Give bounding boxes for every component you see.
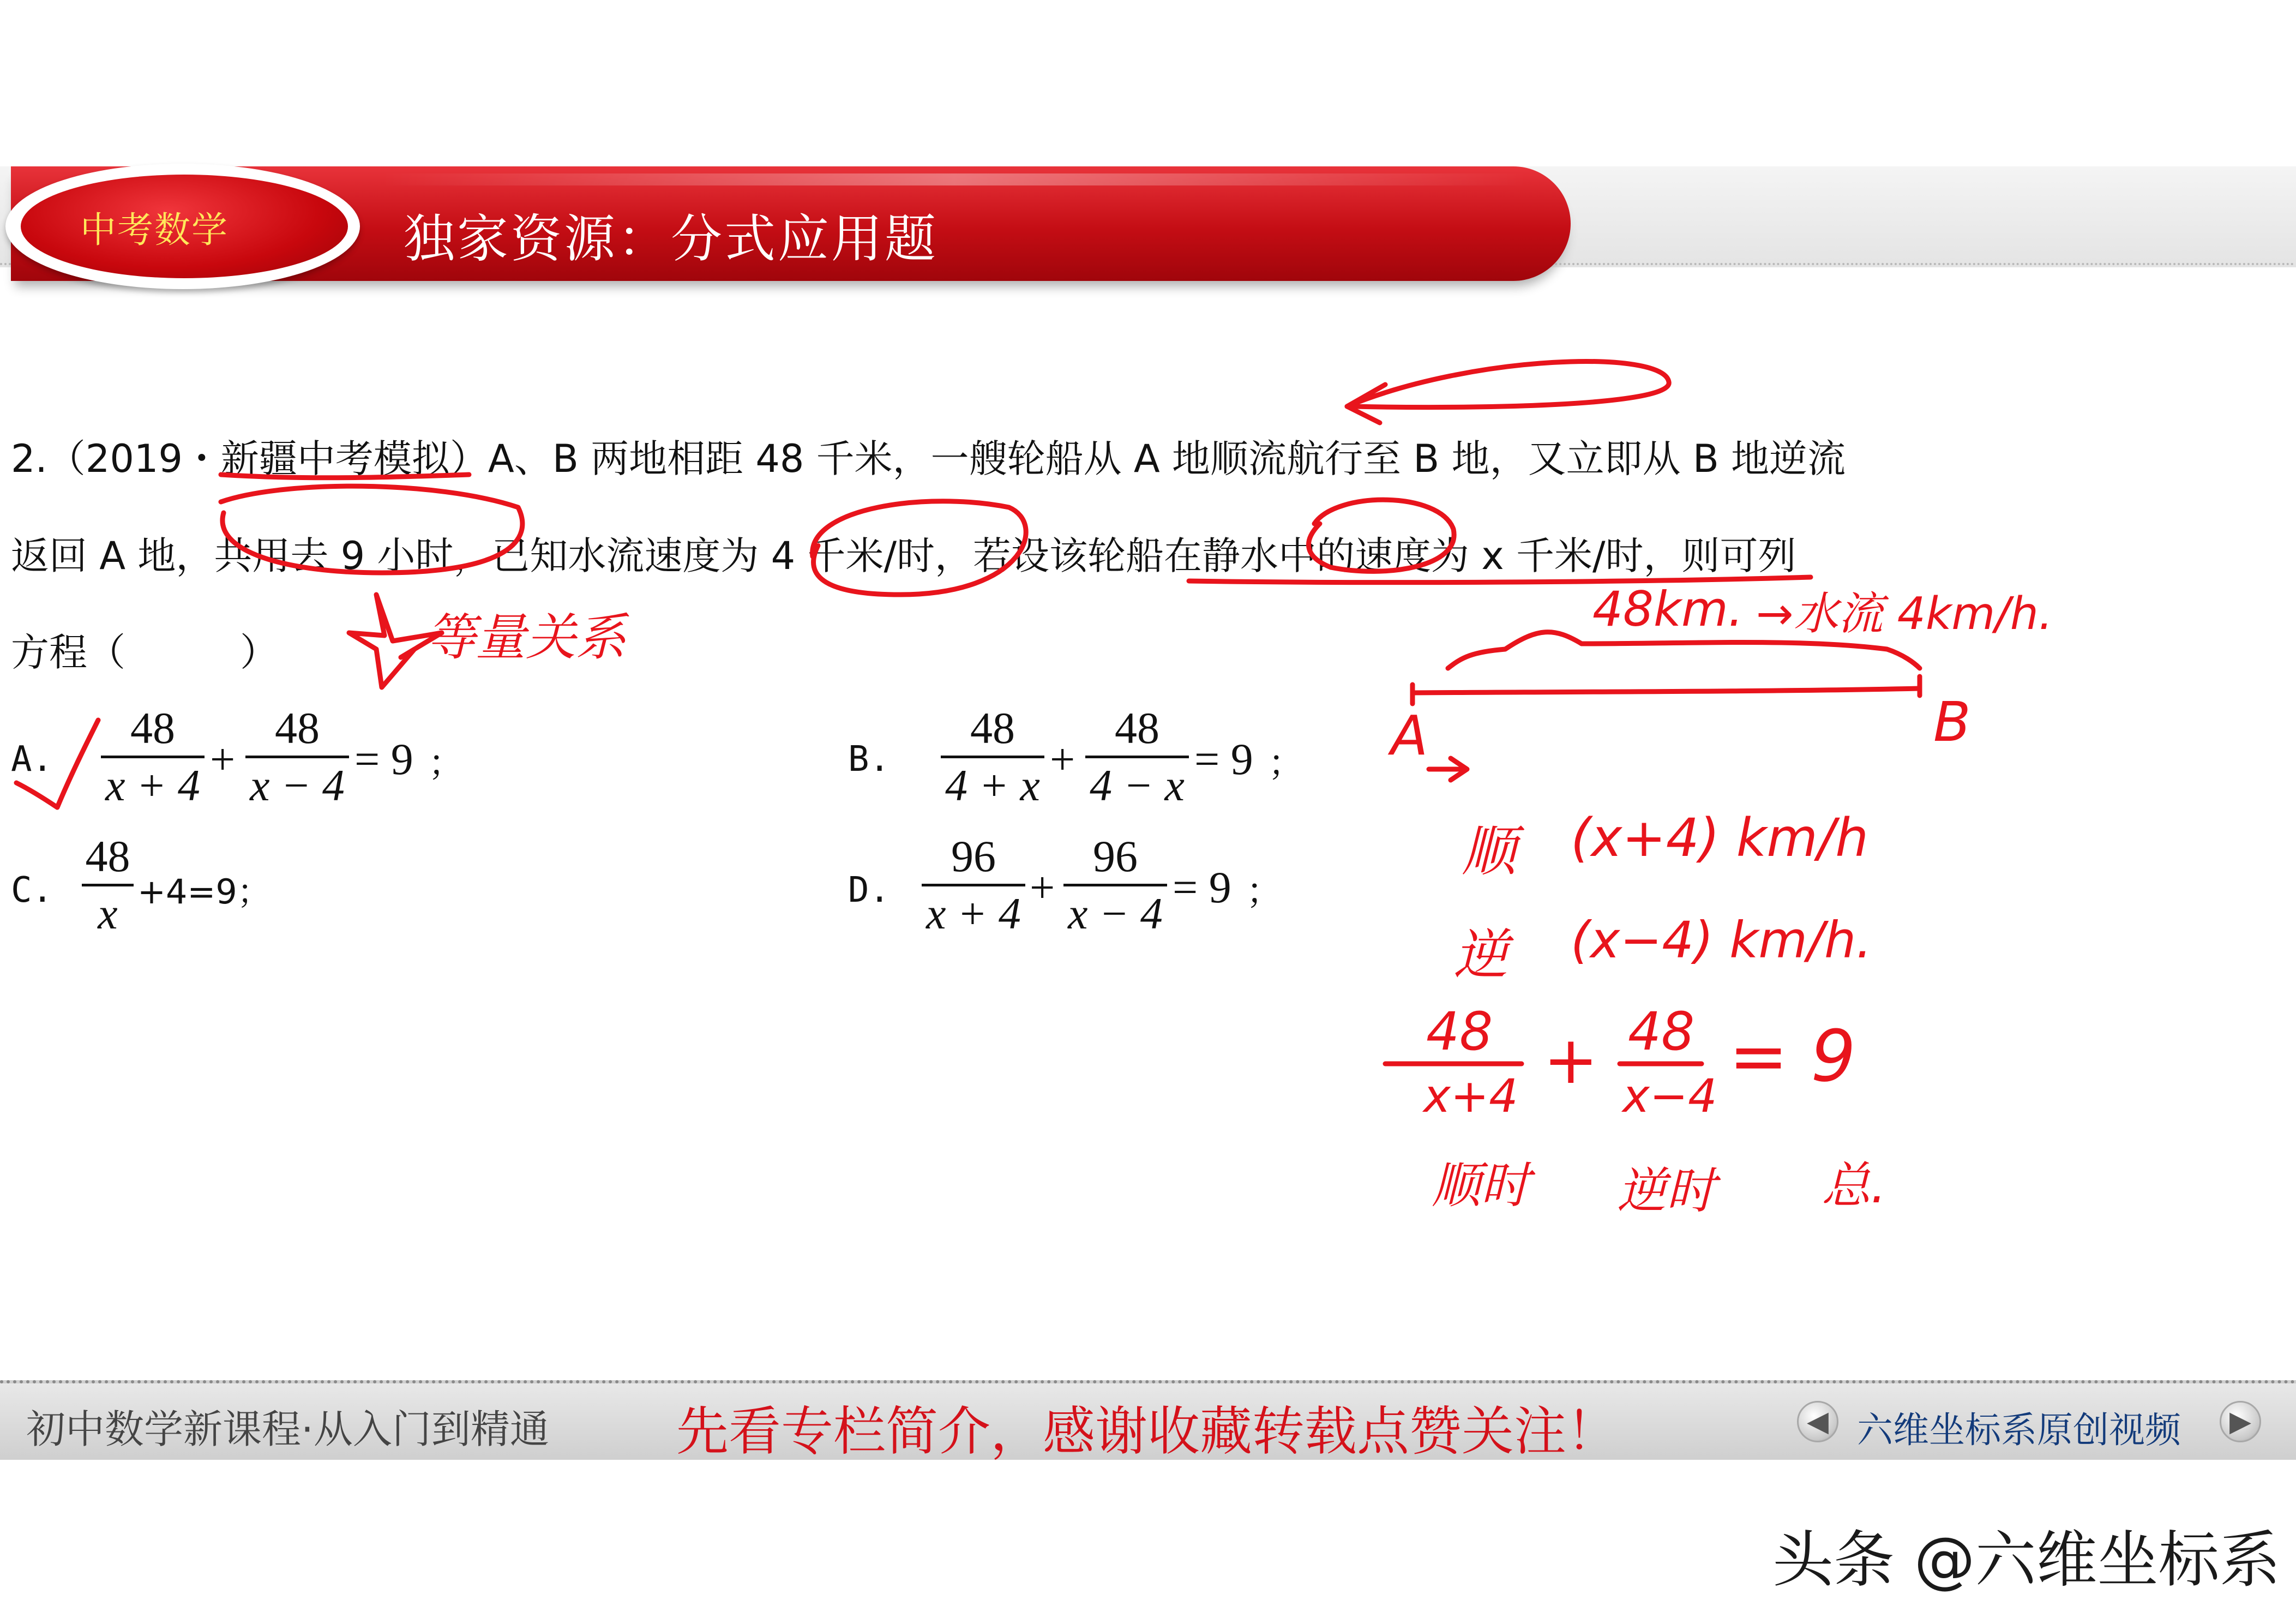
course-name: 初中数学新课程·从入门到精通 xyxy=(26,1406,549,1452)
option-b-end: ； xyxy=(1268,742,1304,784)
option-a-num-1: 48 xyxy=(130,703,175,753)
option-d-num-2: 96 xyxy=(1093,831,1138,881)
label-upstream-time: 逆时 xyxy=(1617,1162,1715,1220)
note-current: →水流 4km/h. xyxy=(1756,588,2053,640)
upstream-speed: (x−4) km/h. xyxy=(1571,911,1872,969)
badge-label: 中考数学 xyxy=(80,208,229,251)
prev-arrow-icon[interactable]: ◀ xyxy=(1797,1401,1838,1442)
follow-banner: 先看专栏简介，感谢收藏转载点赞关注！ xyxy=(676,1401,1619,1462)
option-b-den-2: 4 − x xyxy=(1090,760,1185,810)
downstream-arrow xyxy=(1429,758,1467,780)
option-d-rhs: = 9 xyxy=(1173,862,1231,912)
subject-badge xyxy=(21,175,348,278)
option-b-num-2: 48 xyxy=(1115,703,1159,753)
problem-line-1: 2.（2019・新疆中考模拟）A、B 两地相距 48 千米，一艘轮船从 A 地顺流航行至 B 地，又立即从 B 地逆流 xyxy=(11,436,1846,481)
option-d-den-1: x + 4 xyxy=(926,889,1021,938)
option-a-letter: A. xyxy=(11,739,53,780)
option-a-plus: + xyxy=(210,734,236,784)
option-b-plus: + xyxy=(1050,734,1075,784)
ribbon-highlight xyxy=(382,173,1527,185)
return-arrow-head xyxy=(1347,385,1385,423)
option-c-den: x xyxy=(98,889,118,938)
eq-den-1: x+4 xyxy=(1423,1069,1518,1123)
eq-plus: + xyxy=(1543,1023,1598,1099)
option-a-end: ； xyxy=(428,742,464,784)
option-a-fraction-2 xyxy=(245,701,349,813)
note-equal-relation: 等量关系 xyxy=(425,608,627,667)
label-upstream: 逆 xyxy=(1453,923,1508,987)
option-a-den-1: x + 4 xyxy=(105,760,200,810)
option-c-letter: C. xyxy=(11,870,53,910)
option-d-num-1: 96 xyxy=(951,831,996,881)
option-d-den-2: x − 4 xyxy=(1068,889,1163,938)
option-b-fraction-2 xyxy=(1085,701,1189,813)
option-a-rhs: = 9 xyxy=(354,734,413,784)
next-arrow-icon[interactable]: ▶ xyxy=(2220,1401,2261,1442)
option-a-den-2: x − 4 xyxy=(250,760,345,810)
option-d-plus: + xyxy=(1030,862,1055,912)
downstream-speed: (x+4) km/h xyxy=(1571,807,1869,868)
option-a-fraction-1 xyxy=(101,701,205,813)
watermark: 头条 @六维坐标系 xyxy=(1772,1525,2281,1596)
return-arrow-stroke xyxy=(1347,362,1669,408)
option-a-num-2: 48 xyxy=(275,703,320,753)
eq-num-1: 48 xyxy=(1426,1001,1493,1062)
option-b-fraction-1 xyxy=(941,701,1044,813)
note-distance: 48km. xyxy=(1592,581,1744,637)
channel-label[interactable]: 六维坐标系原创视频 xyxy=(1857,1409,2181,1451)
label-total: 总. xyxy=(1822,1157,1886,1214)
eq-den-2: x−4 xyxy=(1622,1069,1717,1123)
option-b-den-1: 4 + x xyxy=(945,760,1040,810)
segment-ab xyxy=(1413,688,1920,693)
eq-num-2: 48 xyxy=(1628,1001,1695,1062)
option-b-letter: B. xyxy=(848,739,891,780)
option-c-num: 48 xyxy=(85,831,130,881)
option-d-letter: D. xyxy=(848,870,891,910)
option-c-fraction xyxy=(82,829,134,941)
option-d-end: ； xyxy=(1246,870,1282,912)
label-b: B xyxy=(1933,690,1971,754)
eq-rhs: = 9 xyxy=(1729,1015,1856,1098)
problem-line-2: 返回 A 地，共用去 9 小时，已知水流速度为 4 千米/时，若设该轮船在静水中的速度为 x 千米/时，则可列 xyxy=(11,534,1796,578)
option-c-rest: +4=9； xyxy=(137,872,271,912)
option-b-rhs: = 9 xyxy=(1194,734,1253,784)
label-downstream-time: 顺时 xyxy=(1432,1157,1530,1214)
option-d-fraction-1 xyxy=(922,829,1025,941)
page-title: 独家资源：分式应用题 xyxy=(404,209,939,269)
label-a: A xyxy=(1391,704,1428,768)
problem-line-3: 方程（ ） xyxy=(11,630,278,675)
label-downstream: 顺 xyxy=(1462,819,1516,883)
option-d-fraction-2 xyxy=(1063,829,1167,941)
option-b-num-1: 48 xyxy=(970,703,1015,753)
